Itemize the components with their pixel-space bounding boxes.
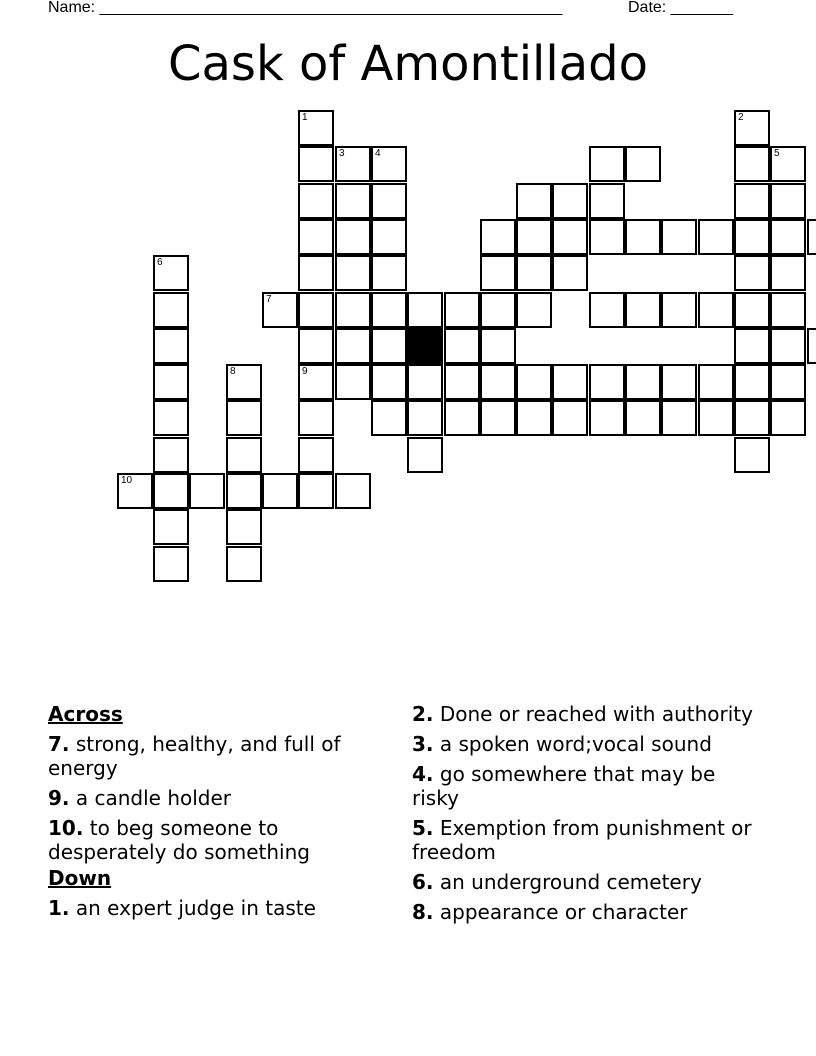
crossword-cell[interactable] (226, 437, 262, 473)
crossword-cell[interactable] (335, 364, 371, 400)
crossword-cell[interactable] (335, 183, 371, 219)
clue-number: 5. (412, 816, 434, 840)
crossword-cell[interactable] (625, 146, 661, 182)
cell-number: 4 (375, 148, 381, 159)
crossword-cell[interactable] (770, 328, 806, 364)
crossword-cell[interactable] (698, 292, 734, 328)
clue-number: 9. (48, 786, 70, 810)
crossword-cell[interactable] (298, 400, 334, 436)
crossword-cell[interactable] (734, 110, 770, 146)
crossword-cell[interactable] (153, 328, 189, 364)
crossword-cell[interactable] (625, 364, 661, 400)
crossword-cell[interactable] (226, 364, 262, 400)
crossword-cell[interactable] (153, 546, 189, 582)
clue-text: an expert judge in taste (69, 896, 316, 920)
crossword-cell[interactable] (589, 400, 625, 436)
crossword-cell[interactable] (298, 255, 334, 291)
crossword-cell[interactable] (589, 219, 625, 255)
cell-number: 3 (339, 148, 345, 159)
crossword-cell[interactable] (770, 255, 806, 291)
crossword-cell[interactable] (444, 328, 480, 364)
crossword-cell[interactable] (480, 328, 516, 364)
crossword-cell[interactable] (552, 219, 588, 255)
crossword-cell[interactable] (153, 255, 189, 291)
clue-text: to beg someone to desperately do something (48, 816, 310, 864)
crossword-cell[interactable] (153, 509, 189, 545)
crossword-cell[interactable] (516, 400, 552, 436)
crossword-cell[interactable] (625, 219, 661, 255)
crossword-cell[interactable] (480, 219, 516, 255)
crossword-cell[interactable] (226, 546, 262, 582)
crossword-cell[interactable] (734, 146, 770, 182)
crossword-cell[interactable] (589, 292, 625, 328)
crossword-cell[interactable] (770, 292, 806, 328)
crossword-cell[interactable] (262, 292, 298, 328)
crossword-cell[interactable] (371, 219, 407, 255)
crossword-cell[interactable] (335, 255, 371, 291)
crossword-cell[interactable] (589, 183, 625, 219)
clue-across-7 (48, 732, 388, 780)
crossword-cell[interactable] (298, 219, 334, 255)
crossword-cell[interactable] (407, 400, 443, 436)
crossword-cell[interactable] (153, 473, 189, 509)
crossword-cell[interactable] (625, 292, 661, 328)
crossword-cell[interactable] (734, 255, 770, 291)
crossword-cell[interactable] (734, 292, 770, 328)
clue-text: Exemption from punishment or freedom (412, 816, 752, 864)
clue-across-9 (48, 786, 388, 810)
crossword-cell[interactable] (734, 219, 770, 255)
crossword-cell[interactable] (117, 473, 153, 509)
clue-down-6 (412, 870, 762, 894)
crossword-cell[interactable] (734, 328, 770, 364)
crossword-cell[interactable] (734, 400, 770, 436)
across-heading: Across (48, 702, 123, 726)
cell-number: 10 (121, 475, 133, 486)
crossword-cell[interactable] (552, 400, 588, 436)
cell-number: 8 (230, 366, 236, 377)
crossword-cell[interactable] (552, 364, 588, 400)
crossword-cell[interactable] (770, 183, 806, 219)
crossword-cell[interactable] (661, 292, 697, 328)
crossword-cell[interactable] (298, 437, 334, 473)
clue-number: 6. (412, 870, 434, 894)
clue-across-10 (48, 816, 388, 864)
crossword-cell[interactable] (661, 364, 697, 400)
crossword-cell[interactable] (625, 400, 661, 436)
clue-text: an underground cemetery (433, 870, 702, 894)
crossword-cell[interactable] (480, 400, 516, 436)
crossword-cell[interactable] (371, 255, 407, 291)
crossword-cell[interactable] (335, 473, 371, 509)
cell-number: 7 (266, 294, 272, 305)
clue-number: 2. (412, 702, 434, 726)
crossword-block-cell (407, 328, 443, 364)
date-field-label[interactable]: Date: _______ (628, 0, 733, 16)
name-field-label[interactable]: Name: ____________________________________________________ (48, 0, 563, 16)
crossword-cell[interactable] (589, 364, 625, 400)
crossword-cell[interactable] (371, 400, 407, 436)
crossword-cell[interactable] (770, 146, 806, 182)
crossword-cell[interactable] (734, 364, 770, 400)
crossword-cell[interactable] (444, 400, 480, 436)
clues-left-column (48, 702, 388, 926)
cell-number: 1 (302, 112, 308, 123)
crossword-cell[interactable] (335, 292, 371, 328)
crossword-cell[interactable] (226, 509, 262, 545)
crossword-cell[interactable] (516, 292, 552, 328)
clue-text: Done or reached with authority (433, 702, 753, 726)
crossword-cell[interactable] (589, 146, 625, 182)
crossword-cell[interactable] (153, 437, 189, 473)
clue-number: 1. (48, 896, 70, 920)
crossword-cell[interactable] (262, 473, 298, 509)
crossword-cell[interactable] (407, 292, 443, 328)
clue-down-1 (48, 896, 388, 920)
clue-down-8 (412, 900, 762, 924)
crossword-cell[interactable] (698, 364, 734, 400)
crossword-cell[interactable] (807, 219, 816, 255)
crossword-cell[interactable] (335, 328, 371, 364)
crossword-cell[interactable] (371, 328, 407, 364)
clue-number: 3. (412, 732, 434, 756)
crossword-cell[interactable] (298, 292, 334, 328)
crossword-cell[interactable] (480, 364, 516, 400)
crossword-cell[interactable] (298, 183, 334, 219)
cell-number: 6 (157, 257, 163, 268)
clue-number: 8. (412, 900, 434, 924)
clue-number: 10. (48, 816, 84, 840)
crossword-cell[interactable] (516, 364, 552, 400)
crossword-cell[interactable] (189, 473, 225, 509)
clue-text: a spoken word;vocal sound (433, 732, 712, 756)
crossword-cell[interactable] (226, 473, 262, 509)
cell-number: 5 (774, 148, 780, 159)
clue-down-3 (412, 732, 762, 756)
crossword-cell[interactable] (552, 183, 588, 219)
crossword-cell[interactable] (661, 400, 697, 436)
clue-text: go somewhere that may be risky (412, 762, 716, 810)
clues-right-column (412, 702, 762, 930)
crossword-cell[interactable] (734, 183, 770, 219)
crossword-cell[interactable] (770, 364, 806, 400)
crossword-cell[interactable] (153, 400, 189, 436)
crossword-cell[interactable] (371, 146, 407, 182)
crossword-cell[interactable] (335, 219, 371, 255)
clue-text: strong, healthy, and full of energy (48, 732, 341, 780)
crossword-cell[interactable] (298, 364, 334, 400)
crossword-cell[interactable] (734, 437, 770, 473)
crossword-cell[interactable] (516, 255, 552, 291)
crossword-cell[interactable] (807, 328, 816, 364)
crossword-cell[interactable] (698, 400, 734, 436)
clue-text: a candle holder (69, 786, 232, 810)
down-heading: Down (48, 866, 112, 890)
clue-number: 7. (48, 732, 70, 756)
crossword-cell[interactable] (516, 219, 552, 255)
crossword-cell[interactable] (552, 255, 588, 291)
crossword-cell[interactable] (371, 183, 407, 219)
clue-text: appearance or character (433, 900, 688, 924)
crossword-cell[interactable] (298, 110, 334, 146)
crossword-cell[interactable] (770, 400, 806, 436)
crossword-cell[interactable] (770, 219, 806, 255)
crossword-cell[interactable] (444, 364, 480, 400)
crossword-cell[interactable] (444, 292, 480, 328)
page-title: Cask of Amontillado (168, 36, 648, 92)
crossword-cell[interactable] (516, 183, 552, 219)
crossword-cell[interactable] (226, 400, 262, 436)
crossword-cell[interactable] (298, 473, 334, 509)
crossword-cell[interactable] (371, 364, 407, 400)
crossword-cell[interactable] (407, 437, 443, 473)
cell-number: 9 (302, 366, 308, 377)
clue-down-2 (412, 702, 762, 726)
crossword-cell[interactable] (298, 146, 334, 182)
crossword-cell[interactable] (698, 219, 734, 255)
cell-number: 2 (738, 112, 744, 123)
clue-down-4 (412, 762, 762, 810)
crossword-cell[interactable] (335, 146, 371, 182)
clue-number: 4. (412, 762, 434, 786)
crossword-cell[interactable] (153, 292, 189, 328)
clue-down-5 (412, 816, 762, 864)
crossword-cell[interactable] (661, 219, 697, 255)
crossword-cell[interactable] (153, 364, 189, 400)
crossword-cell[interactable] (298, 328, 334, 364)
crossword-cell[interactable] (480, 292, 516, 328)
crossword-cell[interactable] (407, 364, 443, 400)
crossword-cell[interactable] (371, 292, 407, 328)
crossword-cell[interactable] (480, 255, 516, 291)
